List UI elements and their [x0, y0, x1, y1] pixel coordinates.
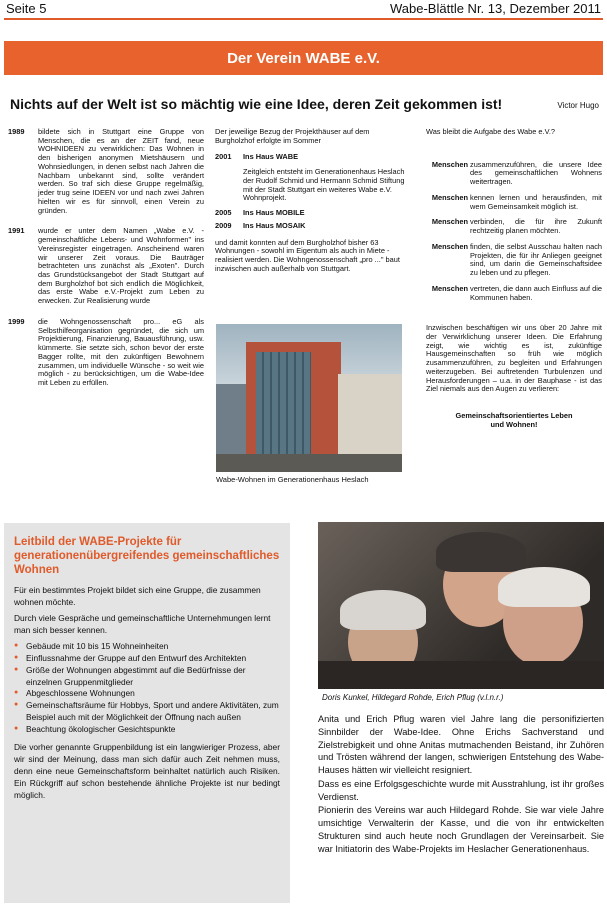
role-what: verbinden, die für ihre Zukunft rechtzeitig planen möchten. — [470, 217, 602, 236]
role-what: finden, die selbst Ausschau halten nach Projekten, die für ihr Anliegen geeignet sind, um darin die Gemeinschaftsidee zu leben und zu pflegen. — [470, 241, 602, 278]
motto-line: und Wohnen! — [490, 419, 538, 429]
list-item: ● Einflussnahme der Gruppe auf den Entwurf des Architekten — [14, 653, 280, 665]
role-who: Menschen — [431, 192, 468, 202]
list-item: ● Gemeinschaftsräume für Hobbys, Sport und andere Aktivitäten, zum Beispiel auch mit der Möglichkeit der Öffnung nach außen — [14, 700, 280, 724]
entry-text: wurde er unter dem Namen „Wabe e.V. - gemeinschaftliche Lebens- und Wohnformen" ins Vereinsregister eingetragen. Anscheinend waren wir unserer Zeit voraus. Die Bauträger betrachteten uns zunächst als „Exoten". Durch das Grundstücksangebot der Stadt Stuttgart auf dem Burgholzhof bot sich endlich die Möglichkeit, das erste Wabe e.V.-Projekt zum Leben zu erwecken. Zur Realisierung wurde — [38, 226, 204, 306]
role-item — [426, 161, 602, 187]
project-year: 2001 — [215, 152, 232, 162]
project-label: Ins Haus MOBILE — [243, 208, 305, 218]
leitbild-list — [14, 641, 280, 736]
leitbild-closing: Die vorher genannte Gruppenbildung ist ein langwieriger Prozess, aber wir sind der Meinung, dass man sich dafür auch Zeit nehmen muss, denn eine neue Gemeinschaftsform beinhaltet natürlich auch Risiken. Ein Rückgriff auf schon bestehende ähnliche Projekte ist nur bedingt möglich. — [14, 742, 280, 800]
history-entry — [8, 227, 204, 306]
building-photo — [216, 324, 402, 472]
role-who: Menschen — [431, 159, 468, 169]
entry-year: 1989 — [8, 127, 25, 136]
list-item: ● Gebäude mit 10 bis 15 Wohneinheiten — [14, 641, 280, 653]
page-number: Seite 5 — [6, 1, 47, 16]
people-photo — [318, 522, 604, 689]
list-item: ● Abgeschlossene Wohnungen — [14, 688, 280, 700]
role-item — [426, 194, 602, 211]
issue-title: Wabe-Blättle Nr. 13, Dezember 2011 — [390, 1, 601, 16]
project-label: Ins Haus MOSAIK — [243, 220, 306, 230]
role-item — [426, 218, 602, 235]
history-entry — [8, 318, 204, 388]
tasks-column — [426, 128, 602, 430]
role-who: Menschen — [431, 283, 468, 293]
projects-outro: und damit konnten auf dem Burgholzhof bisher 63 Wohnungen - sowohl im Eigentum als auch in Miete - realisiert werden. Die Wohngenossenschaft „pro ..." baut inzwischen auch außerhalb von Stuttgart. — [215, 237, 400, 273]
heslach-note: Zeitgleich entsteht im Generationenhaus Heslach der Rudolf Schmid und Hermann Schmid Stiftung mit der Stadt Stuttgart ein weiteres Wabe e.V. Wohnprojekt. — [243, 167, 405, 203]
leitbild-title: Leitbild der WABE-Projekte für generationenübergreifendes gemeinschaftliches Wohnen — [14, 536, 280, 577]
people-caption: Doris Kunkel, Hildegard Rohde, Erich Pflug (v.l.n.r.) — [322, 693, 504, 702]
list-item: ● Größe der Wohnungen abgestimmt auf die Bedürfnisse der einzelnen Gruppenmitglieder — [14, 665, 280, 689]
list-item: ● Beachtung ökologischer Gesichtspunkte — [14, 724, 280, 736]
project-item — [215, 153, 405, 162]
projects-intro: Der jeweilige Bezug der Projekthäuser auf dem Burgholzhof erfolgte im Sommer — [215, 127, 370, 145]
leitbild-intro: Durch viele Gespräche und gemeinschaftliche Unternehmungen lernt man sich besser kennen. — [14, 612, 271, 635]
project-item — [215, 222, 405, 231]
entry-text: die Wohngenossenschaft pro... eG als Selbsthilfeorganisation gegründet, die sich um Projektierung, Finanzierung, Bauausführung, usw. kümmerte. Sie setzte sich, schon bevor der erste Bagger rollte, mit den zukünftigen Bewohnern zusammen, um individuelle Wünsche - so weit wie möglich - zu berücksichtigen, um die Wabe-Idee mit Leben zu erfüllen. — [38, 316, 204, 388]
section-banner: Der Verein WABE e.V. — [4, 41, 603, 75]
role-item — [426, 243, 602, 278]
role-who: Menschen — [431, 217, 468, 227]
building-caption: Wabe-Wohnen im Generationenhaus Heslach — [216, 475, 369, 484]
leitbild-intro: Für ein bestimmtes Projekt bildet sich eine Gruppe, die zusammen wohnen möchte. — [14, 585, 261, 607]
projects-column — [215, 128, 405, 274]
entry-text: bildete sich in Stuttgart eine Gruppe von Menschen, die es an der ZEIT fand, neue WOHNIDEEN zu verwirklichen: Das Wohnen in den bisherigen anonymen Mietshäusern und Wohnsiedlungen, in denen selbst nach Jahren die Nachbarn unbekannt sind, sollte verändert werden. So traf sich diese Gruppe regelmäßig, jeder trug seine IDEEN vor und nach zwei Jahren hielten wir es für sinnvoll, einen Verein zu gründen. — [38, 127, 204, 215]
project-item — [215, 209, 405, 218]
story-paragraph: Dass es eine Erfolgsgeschichte wurde mit Ausstrahlung, ist ihr großes Verdienst. — [318, 778, 604, 802]
people-story — [318, 713, 604, 857]
quote-author: Victor Hugo — [557, 101, 599, 110]
history-column — [8, 128, 204, 394]
project-label: Ins Haus WABE — [243, 152, 299, 162]
tasks-paragraph: Inzwischen beschäftigen wir uns über 20 Jahre mit der Verwirklichung unserer Ideen. Die Erfahrung zeigt, wie wichtig es ist, zukünftige Hausgemeinschaften so früh wie möglich zusammenzuführen, zu begleiten und Erfahrungen weiterzugeben. Bei auftretenden Turbulenzen und Herausforderungen – u.a. in der Bauphase - ist das Ziel niemals aus den Augen zu verlieren: — [426, 323, 602, 394]
leitbild-box — [4, 523, 290, 903]
role-what: zusammenzuführen, die unsere Idee des gemeinschaftlichen Wohnens weitertragen. — [470, 159, 602, 187]
quote-text: Nichts auf der Welt ist so mächtig wie eine Idee, deren Zeit gekommen ist! — [10, 96, 503, 112]
history-entry — [8, 128, 204, 215]
project-year: 2009 — [215, 220, 232, 230]
role-what: vertreten, die dann auch Einfluss auf die Kommunen haben. — [470, 283, 602, 302]
motto-line: Gemeinschaftsorientiertes Leben — [455, 411, 573, 421]
project-year: 2005 — [215, 208, 232, 218]
entry-year: 1991 — [8, 226, 25, 236]
story-paragraph: Pionierin des Vereins war auch Hildegard Rohde. Sie war viele Jahre umsichtige Verwalterin der Kasse, und die von ihr entwickelten Strukturen sind auch heute noch Grundlagen der Vereinsarbeit. Sie war Initiatorin des Wabe-Projekts im Heslacher Generationenhaus. — [318, 805, 604, 854]
page-header — [0, 0, 607, 20]
story-paragraph: Anita und Erich Pflug waren viel Jahre lang die personifizierten Sinnbilder der Wabe-Idee. Ohne Erichs Sachverstand und Zielstrebigkeit und ohne Anitas mutmachenden Beistand, ihr Zuhören und Trösten während der langen, schwierigen Entstehung des Wabe-Hauses hätten wir vielleicht resigniert. — [318, 714, 604, 776]
tasks-question: Was bleibt die Aufgabe des Wabe e.V.? — [426, 127, 556, 136]
role-what: kennen lernen und herausfinden, mit wem Gemeinsamkeit möglich ist. — [470, 192, 602, 211]
role-who: Menschen — [431, 241, 468, 251]
entry-year: 1999 — [8, 316, 25, 326]
role-item — [426, 285, 602, 302]
header-rule — [4, 18, 603, 20]
